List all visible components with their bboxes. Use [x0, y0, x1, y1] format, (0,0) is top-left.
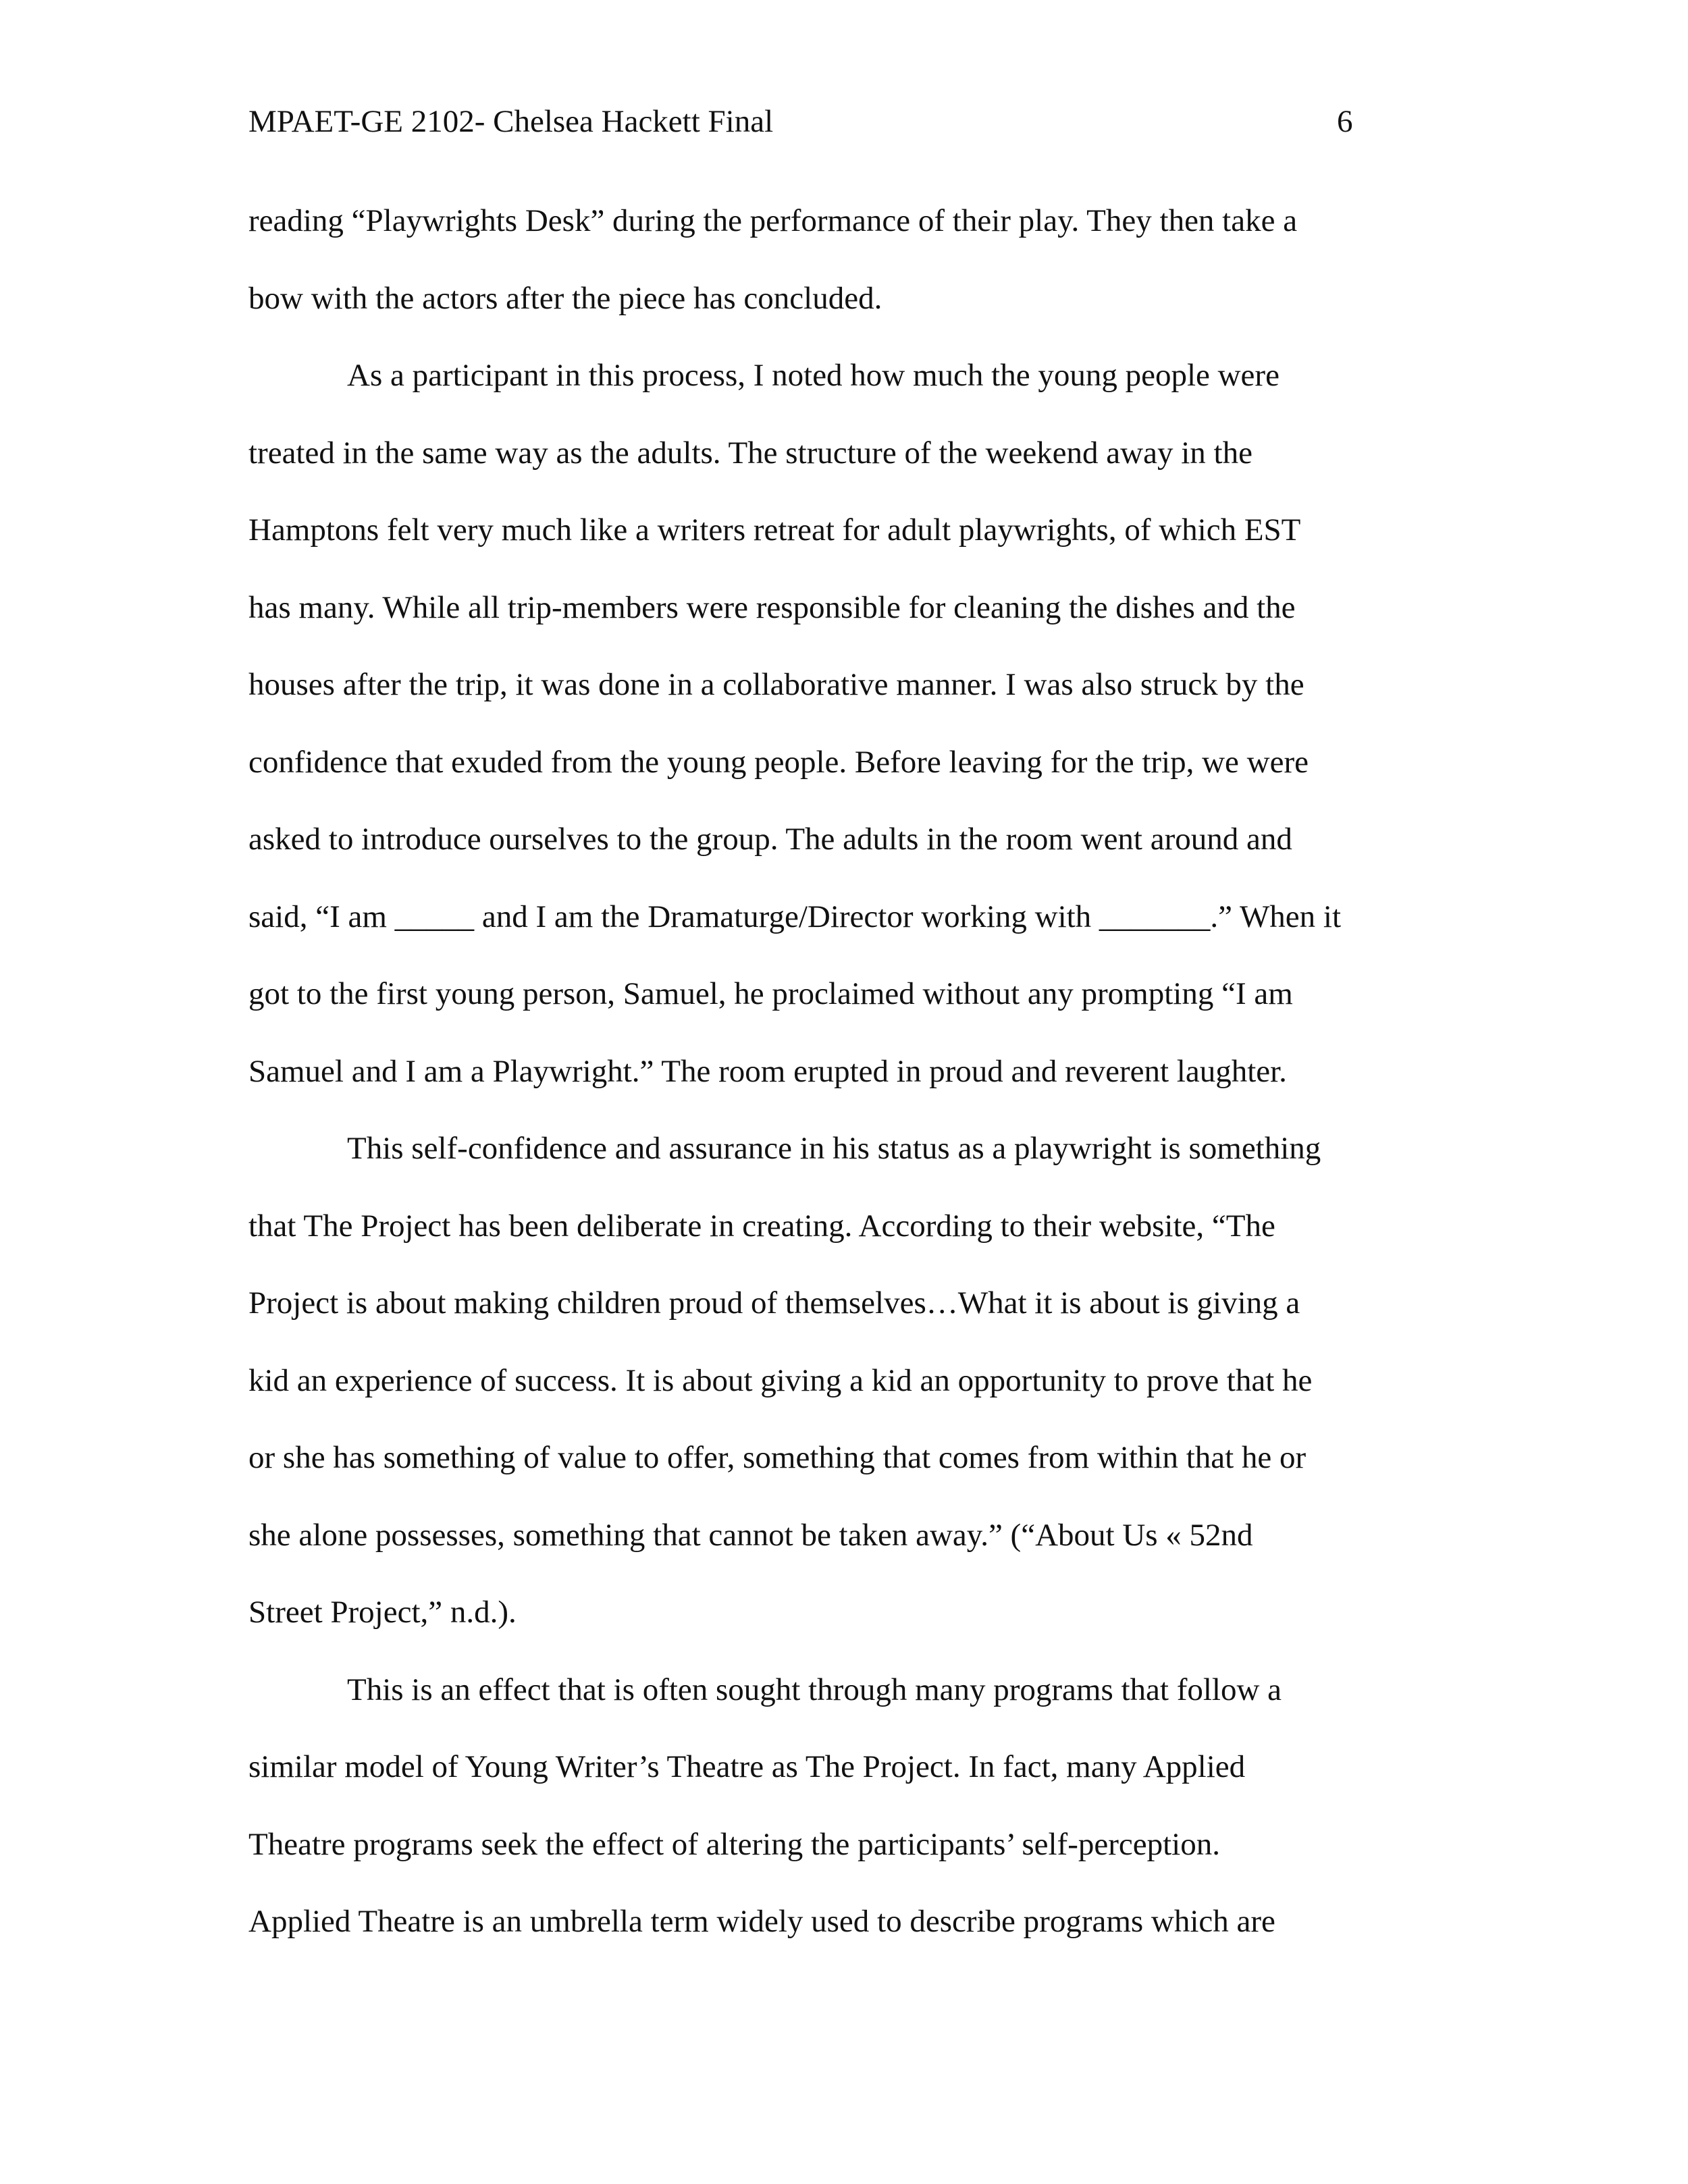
text-line: got to the first young person, Samuel, he proclaimed without any prompting “I am: [248, 976, 1293, 1011]
text-line: said, “I am _____ and I am the Dramaturge/Director working with _______.” When it: [248, 899, 1342, 934]
text-line: Theatre programs seek the effect of altering the participants’ self-perception.: [248, 1826, 1220, 1862]
text-line: treated in the same way as the adults. The structure of the weekend away in the: [248, 435, 1252, 471]
text-line: Street Project,” n.d.).: [248, 1595, 517, 1630]
text-line: or she has something of value to offer, something that comes from within that he or: [248, 1440, 1307, 1475]
paragraph-first-line: This is an effect that is often sought through many programs that follow a: [347, 1672, 1282, 1707]
page-number: 6: [1337, 104, 1353, 139]
text-line: similar model of Young Writer’s Theatre as The Project. In fact, many Applied: [248, 1749, 1246, 1784]
text-line: that The Project has been deliberate in creating. According to their website, “The: [248, 1208, 1275, 1244]
running-header: [248, 95, 1356, 149]
text-line: Applied Theatre is an umbrella term widely used to describe programs which are: [248, 1904, 1275, 1939]
text-line: houses after the trip, it was done in a collaborative manner. I was also struck by the: [248, 667, 1304, 702]
text-line: she alone possesses, something that cannot be taken away.” (“About Us « 52nd: [248, 1517, 1253, 1553]
paragraph-first-line: As a participant in this process, I noted how much the young people were: [347, 358, 1280, 393]
text-line: Project is about making children proud of themselves…What it is about is giving a: [248, 1285, 1300, 1321]
body-text: [248, 196, 1430, 1974]
text-line: Hamptons felt very much like a writers retreat for adult playwrights, of which EST: [248, 512, 1301, 548]
text-line: reading “Playwrights Desk” during the performance of their play. They then take a: [248, 203, 1298, 238]
paragraph-first-line: This self-confidence and assurance in his status as a playwright is something: [347, 1131, 1321, 1166]
header-title: MPAET-GE 2102- Chelsea Hackett Final: [248, 104, 774, 139]
text-line: kid an experience of success. It is about giving a kid an opportunity to prove that he: [248, 1362, 1313, 1398]
text-line: bow with the actors after the piece has concluded.: [248, 280, 882, 316]
text-line: Samuel and I am a Playwright.” The room erupted in proud and reverent laughter.: [248, 1053, 1287, 1089]
text-line: confidence that exuded from the young people. Before leaving for the trip, we were: [248, 744, 1309, 780]
text-line: has many. While all trip-members were responsible for cleaning the dishes and the: [248, 589, 1296, 625]
text-line: asked to introduce ourselves to the group. The adults in the room went around and: [248, 822, 1292, 857]
